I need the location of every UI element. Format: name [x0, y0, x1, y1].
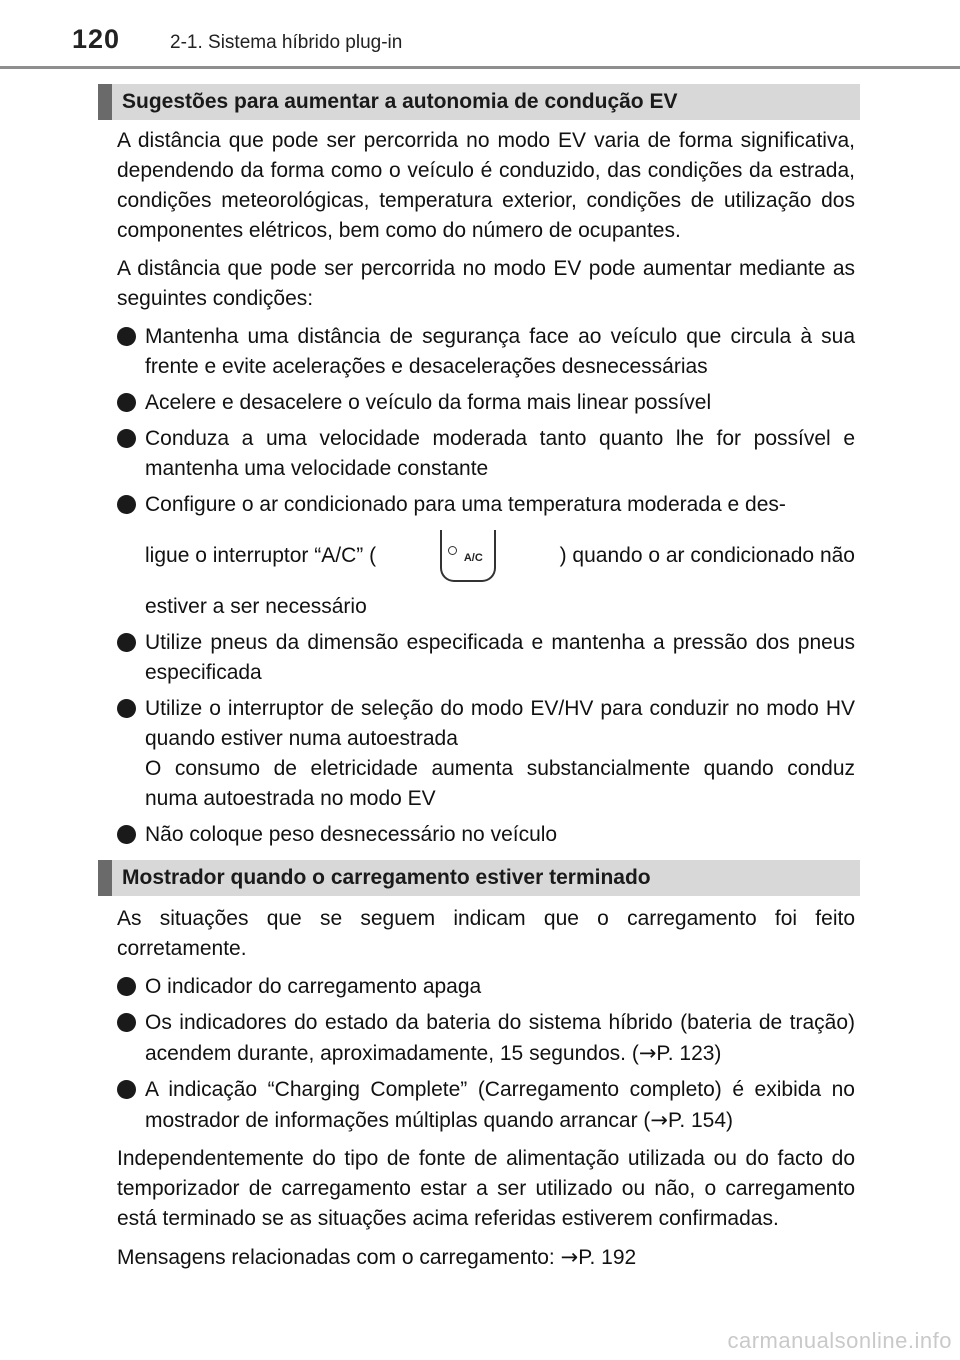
paragraph: A distância que pode ser percorrida no modo EV pode aumentar mediante as seguintes condições:: [117, 257, 855, 310]
list-item-text: ligue o interruptor “A/C” (: [145, 544, 377, 567]
bullet-icon: [117, 1080, 136, 1099]
bullet-icon: [117, 429, 136, 448]
list-item-text: Utilize o interruptor de seleção do modo EV/HV para conduzir no modo HV quando estiver numa autoestrada: [145, 697, 855, 750]
list-item-text: A indicação “Charging Complete” (Carregamento completo) é exibida no mostrador de informações múltiplas quando arrancar (: [145, 1078, 855, 1132]
indicator-led-icon: [448, 546, 457, 555]
chapter-title: 2-1. Sistema híbrido plug-in: [170, 32, 403, 53]
list-item-text: Não coloque peso desnecessário no veículo: [145, 823, 558, 846]
section-heading-ev-range: Sugestões para aumentar a autonomia de condução EV: [98, 84, 860, 120]
arrow-right-icon: →: [560, 1245, 579, 1269]
page-number: 120: [72, 24, 121, 54]
paragraph: A distância que pode ser percorrida no modo EV varia de forma significativa, dependendo da forma como o veículo é conduzido, das condições da estrada, condições meteorológicas, temperatura exterior, condições de utilização dos componentes elétricos, bem como do número de ocupantes.: [117, 129, 855, 242]
page-header: [0, 0, 960, 70]
list-item: [117, 820, 855, 850]
tips-list: [117, 322, 855, 850]
list-item-text: ) quando o ar condicionado não: [559, 544, 855, 567]
paragraph-text: Mensagens relacionadas com o carregamento:: [117, 1246, 561, 1269]
bullet-icon: [117, 699, 136, 718]
ac-switch-line: [145, 526, 855, 586]
list-item-text: O indicador do carregamento apaga: [145, 975, 482, 998]
list-item: [117, 694, 855, 814]
list-item: [117, 1075, 855, 1136]
list-item: [117, 424, 855, 484]
ac-switch-icon: [440, 530, 496, 582]
indicators-list: [117, 972, 855, 1136]
bullet-icon: [117, 977, 136, 996]
list-item-text: estiver a ser necessário: [145, 595, 367, 618]
paragraph: Independentemente do tipo de fonte de alimentação utilizada ou do facto do temporizador de carregamento estar a ser utilizado ou não, o carregamento está terminado se as situações acima referidas estiverem confirmadas.: [117, 1147, 855, 1230]
watermark: carmanualsonline.info: [727, 1328, 952, 1353]
bullet-icon: [117, 495, 136, 514]
section-charging-done-body: [117, 904, 855, 1281]
bullet-icon: [117, 825, 136, 844]
arrow-right-icon: →: [650, 1108, 669, 1132]
list-item-text: Utilize pneus da dimensão especificada e mantenha a pressão dos pneus especificada: [145, 631, 855, 684]
list-item: [117, 322, 855, 382]
bullet-icon: [117, 327, 136, 346]
header-divider: [0, 66, 960, 69]
list-item-text: Configure o ar condicionado para uma temperatura moderada e des-: [145, 493, 786, 516]
arrow-right-icon: →: [638, 1041, 657, 1065]
paragraph: As situações que se seguem indicam que o carregamento foi feito corretamente.: [117, 907, 855, 960]
ac-switch-label: A/C: [463, 552, 483, 564]
bullet-icon: [117, 393, 136, 412]
page-reference: P. 123): [656, 1042, 722, 1065]
bullet-icon: [117, 633, 136, 652]
list-item: [117, 628, 855, 688]
section-ev-range-body: [117, 126, 855, 858]
list-item-note: O consumo de eletricidade aumenta substancialmente quando conduz numa autoestrada no modo EV: [145, 757, 855, 810]
section-heading-charging-done: Mostrador quando o carregamento estiver terminado: [98, 860, 860, 896]
list-item-text: Conduza a uma velocidade moderada tanto quanto lhe for possível e mantenha uma velocidade constante: [145, 427, 855, 480]
list-item: [117, 388, 855, 418]
bullet-icon: [117, 1013, 136, 1032]
list-item: [117, 972, 855, 1002]
list-item: [117, 490, 855, 622]
page-reference: P. 192: [578, 1246, 637, 1269]
list-item: [117, 1008, 855, 1069]
list-item-text: Os indicadores do estado da bateria do sistema híbrido (bateria de tração) acendem durante, aproximadamente, 15 segundos. (: [145, 1011, 855, 1065]
list-item-text: Mantenha uma distância de segurança face ao veículo que circula à sua frente e evite acelerações e desacelerações desnecessárias: [145, 325, 855, 378]
page-reference: P. 154): [668, 1109, 734, 1132]
list-item-text: Acelere e desacelere o veículo da forma mais linear possível: [145, 391, 712, 414]
paragraph: [117, 1242, 855, 1273]
